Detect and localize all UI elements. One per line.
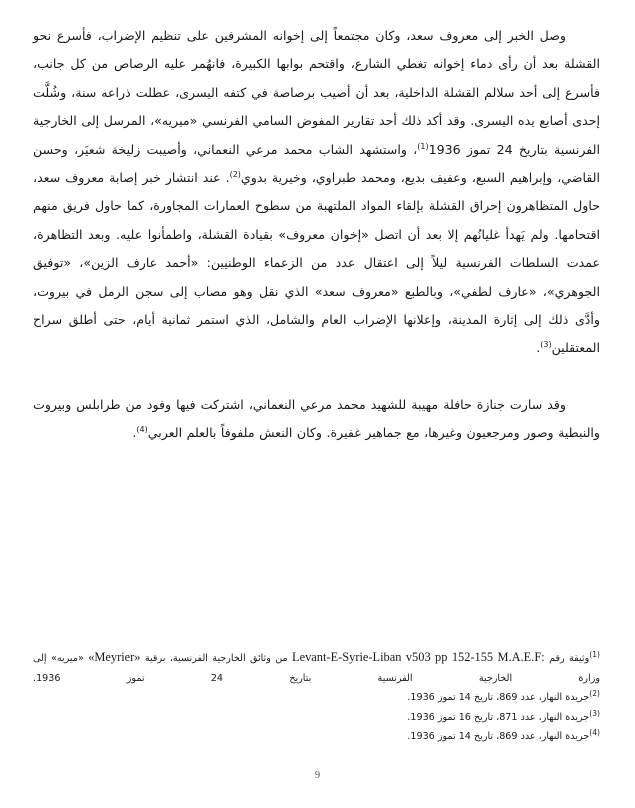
- footnote-4: [33, 727, 600, 747]
- footnote-arabic-run: وثيقة رقم: [549, 653, 590, 664]
- footnote-arabic-run: «ميريه» إلى وزارة الخارجية الفرنسية بتاريخ 24 تموز 1936.: [33, 653, 600, 684]
- footnote-marker: (3): [589, 708, 600, 718]
- footnote-arabic-run: من وثائق الخارجية الفرنسية، برقية: [144, 653, 288, 664]
- paragraph-2: وقد سارت جنازة حافلة مهيبة للشهيد محمد مرعي النعماني، اشتركت فيها وفود من طرابلس وبيروت والنبطية وصور ومرجعيون وغيرها، مع جماهير غفيرة. وكان النعش ملفوفاً بالعلم العربي$^{(4)}$.: [33, 396, 600, 441]
- footnotes-block: [33, 648, 600, 747]
- footnote-latin-run: M.A.E.F:: [497, 650, 545, 664]
- body-text-block: [33, 22, 600, 448]
- footnote-arabic-run: جريدة النهار، عدد 869، تاريخ 14 تموز 1936.: [407, 731, 590, 742]
- footnote-latin-run: Levant-E-Syrie-Liban v503: [292, 650, 431, 664]
- footnote-marker: (2): [589, 688, 600, 698]
- footnote-reference[interactable]: (2): [229, 169, 241, 179]
- footnote-marker: (1): [589, 649, 601, 659]
- paragraph-1: وصل الخبر إلى معروف سعد، وكان مجتمعاً إلى إخوانه المشرفين على تنظيم الإضراب، فأسرع نحو القشلة بعد أن رأى دماء إخوانه تغطي الشارع، واقتحم بوابها الكبيرة، فانهُمر عليه الرصاص من كل جانب، فأسرع إلى أحد سلالم القشلة الداخلية، بعد أن أصيب برصاصة في كتفه اليسرى، عطلت ذراعه سنة، وشُلَّت إحدى أصابع يده اليسرى. وقد أكد ذلك أحد تقارير المفوض السامي الفرنسي «ميريه»، المرسل إلى الخارجية الفرنسية بتاريخ 24 تموز 1936$^{(1)}$، واستشهد الشاب محمد مرعي النعماني، وأصيبت زليخة شعيَر، وحسن القاضي، وإبراهيم السبع، وعفيف بديع، ومحمد طبراوي، وخيرية بدوي$^{(2)}$. عند انتشار خبر إصابة معروف سعد، حاول المتظاهرون إحراق القشلة بإلقاء المواد الملتهبة من سطوح العمارات المجاورة، كما حاول فريق منهم اقتحامها. ولم يَهدأ غليانُهم إلا بعد أن اتصل «إخوان معروف» بقيادة القشلة، واطمأنوا عليه. وبعد التظاهرة، عمدت السلطات الفرنسية ليلاً إلى اعتقال عدد من الزعماء الوطنيين: «أحمد عارف الزين»، «توفيق الجوهري»، «عارف لطفي»، وبالطبع «معروف سعد» الذي نقل وهو مصاب إلى سجن الرمل في بيروت، وأدَّى ذلك إلى إثارة المدينة، وإعلانها الإضراب العام والشامل، الذي استمر ثمانية أيام، حتى أطلق سراح المعتقلين$^{(3)}$.: [33, 28, 601, 356]
- page-number: 9: [314, 770, 321, 781]
- footnote-1: [33, 648, 600, 688]
- footnote-arabic-run: جريدة النهار، عدد 871، تاريخ 16 تموز 1936.: [407, 711, 590, 723]
- footnote-reference[interactable]: (4): [136, 425, 148, 435]
- footnote-latin-run: pp 152-155: [435, 650, 494, 664]
- footnote-reference[interactable]: (3): [540, 340, 552, 350]
- footnote-latin-run: «Meyrier»: [88, 650, 141, 664]
- footnote-marker: (4): [589, 727, 600, 737]
- footnote-reference[interactable]: (1): [417, 141, 429, 151]
- footnote-arabic-run: جريدة النهار، عدد 869، تاريخ 14 تموز 1936.: [407, 692, 590, 703]
- footnote-2: [33, 688, 600, 708]
- footnote-3: [33, 708, 600, 728]
